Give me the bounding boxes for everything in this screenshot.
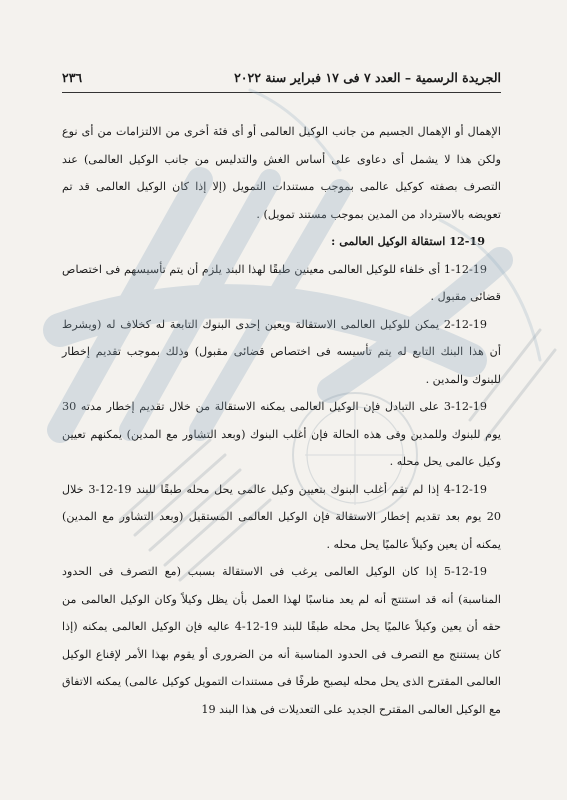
clause-2: 2-12-19 يمكن للوكيل العالمى الاستقالة ويعين إحدى البنوك التابعة له كخلاف له (ويشرط أن هذا البنك التابع له يتم تأسيسه فى اختصاص قضائى مقبول) وذلك بموجب تقديم إخطار للبنوك والمدين . <box>62 317 501 386</box>
page-number: ٢٣٦ <box>62 69 83 85</box>
paragraph-continuation: الإهمال أو الإهمال الجسيم من جانب الوكيل العالمى أو أى فئة أخرى من الالتزامات من أى نوع ولكن هذا لا يشمل أى دعاوى على أساس الغش والتدليس من جانب الوكيل العالمى) عند التصرف بصفته كوكيل عالمى بموجب مستندات التمويل (إلا إذا كان الوكيل العالمى قد تم تعويضه بالاسترداد من المدين بموجب مستند تمويل) . <box>62 125 501 221</box>
page-header <box>62 66 501 93</box>
clause-3: 3-12-19 على التبادل فإن الوكيل العالمى يمكنه الاستقالة من خلال تقديم إخطار مدته 30 يوم للبنوك وللمدين وفى هذه الحالة فإن أغلب البنوك (وبعد التشاور مع المدين) يمكنهم تعيين وكيل عالمى يحل محله . <box>62 400 501 468</box>
clause-4: 4-12-19 إذا لم تقم أغلب البنوك بتعيين وكيل عالمى يحل محله طبقًا للبند 19-12-3 خلال 20 يوم بعد تقديم إخطار الاستقالة فإن الوكيل العالمى المستقيل (وبعد التشاور مع المدين) يمكنه أن يعين وكيلاً عالميًا يحل محله . <box>62 482 501 551</box>
gazette-title: الجريدة الرسمية – العدد ٧ فى ١٧ فبراير سنة ٢٠٢٢ <box>234 69 501 85</box>
document-body <box>62 118 501 723</box>
section-heading: 12-19 استقالة الوكيل العالمى : <box>331 234 485 248</box>
clause-1: 1-12-19 أى خلفاء للوكيل العالمى معينين طبقًا لهذا البند يلزم أن يتم تأسيسهم فى اختصاص قضائى مقبول . <box>62 262 501 303</box>
clause-5: 5-12-19 إذا كان الوكيل العالمى يرغب فى الاستقالة بسبب (مع التصرف فى الحدود المناسبة) أنه قد استنتج أنه لم يعد مناسبًا لهذا العمل بأن يظل وكيلاً وكان الوكيل العالمى من حقه أن يعين وكيلاً عالميًا يحل محله طبقًا للبند 19-12-4 عاليه فإن الوكيل العالمى يمكنه (إذا كان يستنتج مع التصرف فى الحدود المناسبة أنه من الضرورى أو يقوم بهذا الأمر لإقناع الوكيل العالمى المقترح الذى يحل محله ليصبح طرفًا فى مستندات التمويل كوكيل عالمى) يمكنه الاتفاق مع الوكيل العالمى المقترح الجديد على التعديلات فى هذا البند 19 <box>62 565 502 716</box>
